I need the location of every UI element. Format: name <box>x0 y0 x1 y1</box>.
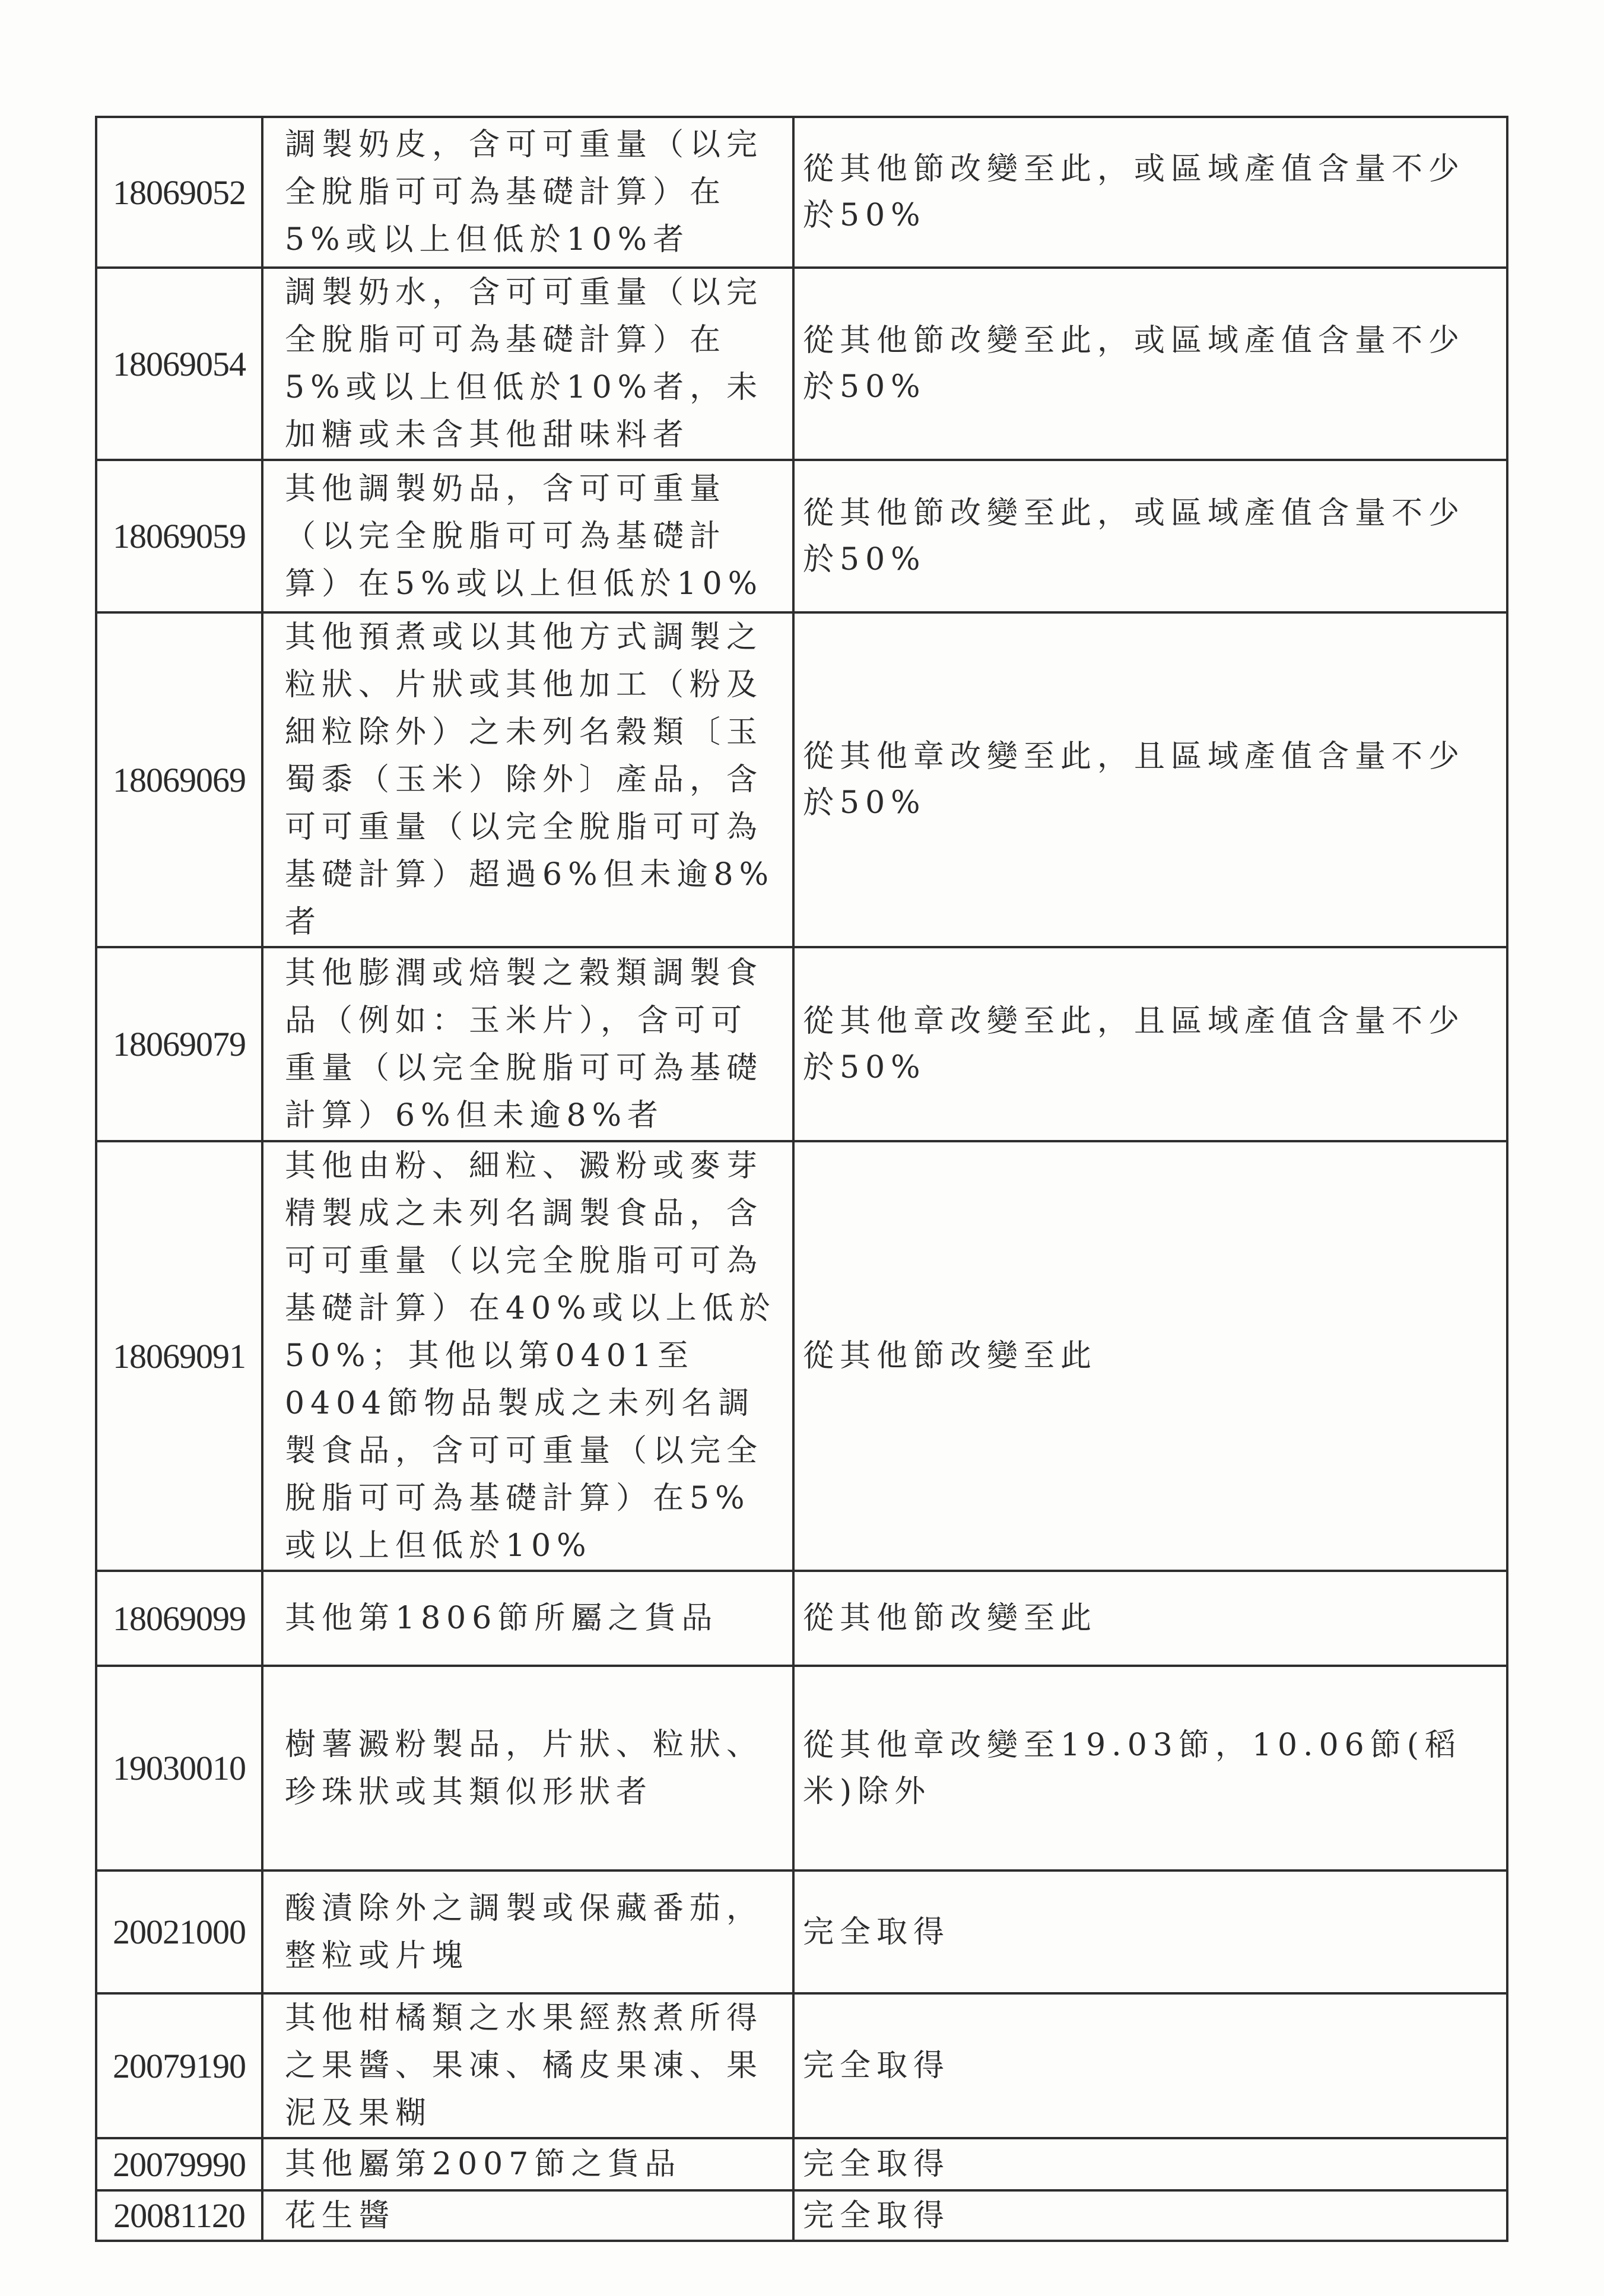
origin-rule: 從其他章改變至此，且區域產值含量不少於50% <box>793 612 1507 947</box>
origin-rule: 從其他節改變至此，或區域產值含量不少於50% <box>793 117 1507 268</box>
table-row <box>96 1666 1507 1871</box>
product-description: 其他調製奶品，含可可重量（以完全脫脂可可為基礎計算）在5%或以上但低於10% <box>262 460 793 612</box>
origin-rule: 完全取得 <box>793 2138 1507 2190</box>
table-row <box>96 2138 1507 2190</box>
product-description: 其他膨潤或焙製之穀類調製食品（例如：玉米片），含可可重量（以完全脫脂可可為基礎計算）6%但未逾8%者 <box>262 947 793 1141</box>
origin-rule: 完全取得 <box>793 1993 1507 2138</box>
origin-rule: 從其他節改變至此，或區域產值含量不少於50% <box>793 460 1507 612</box>
origin-rule: 完全取得 <box>793 1871 1507 1993</box>
origin-rule: 從其他章改變至19.03節，10.06節(稻米)除外 <box>793 1666 1507 1871</box>
table-row <box>96 117 1507 268</box>
table-row <box>96 2190 1507 2241</box>
table-row <box>96 1871 1507 1993</box>
rules-of-origin-table <box>95 116 1508 2242</box>
product-description: 其他預煮或以其他方式調製之粒狀、片狀或其他加工（粉及細粒除外）之未列名穀類〔玉蜀黍（玉米）除外〕產品，含可可重量（以完全脫脂可可為基礎計算）超過6%但未逾8%者 <box>262 612 793 947</box>
tariff-code: 18069054 <box>96 268 262 460</box>
product-description: 其他柑橘類之水果經熬煮所得之果醬、果凍、橘皮果凍、果泥及果糊 <box>262 1993 793 2138</box>
tariff-code: 20021000 <box>96 1871 262 1993</box>
tariff-code: 18069052 <box>96 117 262 268</box>
tariff-code: 18069079 <box>96 947 262 1141</box>
origin-rule: 從其他節改變至此 <box>793 1571 1507 1666</box>
table-row <box>96 1571 1507 1666</box>
tariff-code: 20081120 <box>96 2190 262 2241</box>
product-description: 其他屬第2007節之貨品 <box>262 2138 793 2190</box>
origin-rule: 從其他節改變至此 <box>793 1141 1507 1571</box>
product-description: 調製奶水，含可可重量（以完全脫脂可可為基礎計算）在5%或以上但低於10%者，未加糖或未含其他甜味料者 <box>262 268 793 460</box>
origin-rule: 從其他章改變至此，且區域產值含量不少於50% <box>793 947 1507 1141</box>
tariff-code: 20079190 <box>96 1993 262 2138</box>
product-description: 調製奶皮，含可可重量（以完全脫脂可可為基礎計算）在5%或以上但低於10%者 <box>262 117 793 268</box>
tariff-code: 18069099 <box>96 1571 262 1666</box>
tariff-code: 18069059 <box>96 460 262 612</box>
tariff-code: 18069091 <box>96 1141 262 1571</box>
table-row <box>96 1993 1507 2138</box>
table-row <box>96 1141 1507 1571</box>
table-row <box>96 268 1507 460</box>
origin-rule: 從其他節改變至此，或區域產值含量不少於50% <box>793 268 1507 460</box>
product-description: 樹薯澱粉製品，片狀、粒狀、珍珠狀或其類似形狀者 <box>262 1666 793 1871</box>
product-description: 其他由粉、細粒、澱粉或麥芽精製成之未列名調製食品，含可可重量（以完全脫脂可可為基礎計算）在40%或以上低於50%；其他以第0401至0404節物品製成之未列名調製食品，含可可重量（以完全脫脂可可為基礎計算）在5%或以上但低於10% <box>262 1141 793 1571</box>
table-row <box>96 947 1507 1141</box>
table-row <box>96 612 1507 947</box>
product-description: 酸漬除外之調製或保藏番茄，整粒或片塊 <box>262 1871 793 1993</box>
tariff-code: 19030010 <box>96 1666 262 1871</box>
product-description: 花生醬 <box>262 2190 793 2241</box>
product-description: 其他第1806節所屬之貨品 <box>262 1571 793 1666</box>
tariff-code: 18069069 <box>96 612 262 947</box>
table-row <box>96 460 1507 612</box>
origin-rule: 完全取得 <box>793 2190 1507 2241</box>
tariff-code: 20079990 <box>96 2138 262 2190</box>
